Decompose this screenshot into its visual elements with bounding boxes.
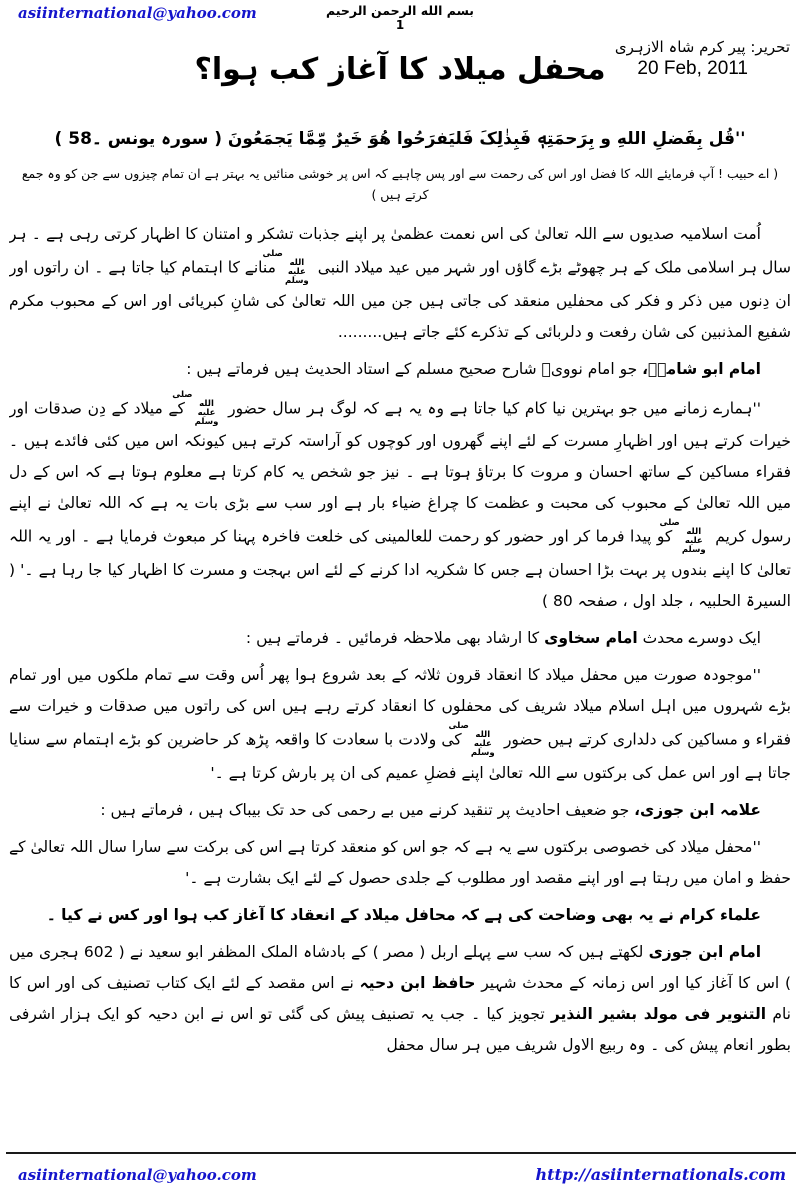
header-email-link[interactable]: asiinternational@yahoo.com [18,4,257,22]
header-row [0,36,800,108]
verse-reference: ( سورہ یونس ۔58 ) [54,129,222,149]
page-title: محفل میلاد کا آغاز کب ہوا؟ [194,52,606,87]
verse-arabic-text: ''قُل بِفَضلِ اللهِ و بِرَحمَتِهٖ فَبِذٰلِکَ فَلیَفرَحُوا هُوَ خَیرٌ مِّمَّا یَجمَعُونَ [227,129,746,149]
footer-url-link[interactable]: http://asiinternationals.com [535,1165,786,1184]
quote-allama-ibn-jawzi: ''محفل میلاد کی خصوصی برکتوں سے یہ ہے کہ جو اس کو منعقد کرتا ہے اس کی برکت سے سارا سال اللہ تعالیٰ کے حفظ و امان میں رہتا ہے اور اپنے مقصد اور مطلوب کے جلدی حصول کے لئے ایک بشارت ہے ۔' [9,837,791,887]
footer-row [18,1165,786,1184]
quote-imam-abu-shama: ''ہمارے زمانے میں جو بہترین نیا کام کیا جاتا ہے وہ یہ ہے کہ لوگ ہر سال حضور صلى الله عليه وسلم کے میلاد کے دِن صدقات اور خیرات کرتے ہیں اور اظہارِ مسرت کے لئے اپنے گھروں اور کوچوں کو آراستہ کرتے ہیں کیونکہ اس میں کئی فائدے ہیں ۔ فقراء مساکین کے ساتھ احسان و مروت کا برتاؤ ہوتا ہے ۔ نیز جو شخص یہ کام کرتا ہے معلوم ہوتا ہے کہ اس کے دل میں اللہ تعالیٰ کے محبوب کی محبت و عظمت کا چراغ ضیاء بار ہے اور سب سے بڑی بات یہ ہے کہ اللہ تعالیٰ نے اپنے رسول کریم صلى الله عليه وسلم کو پیدا فرما کر اور حضور کو رحمت للعالمینی کی خلعت فاخرہ پہنا کر مبعوث فرمایا ہے ۔ اور یہ اللہ تعالیٰ کا اپنے بندوں پر بہت بڑا احسان ہے جس کا شکریہ ادا کرنے کے لئے اس بہجت و مسرت کا اظہار کیا جا رہا ہے ۔' ( السیرۃ الحلبیہ ، جلد اول ، صفحہ 80 ) [9,389,791,611]
page-number: 1 [395,18,405,32]
heading-imam-sakhawi: ایک دوسرے محدث امام سخاوی کا ارشاد بھی ملاحظہ فرمائیں ۔ فرماتے ہیں : [245,629,761,648]
bismillah-text: بسم الله الرحمن الرحيم [326,3,474,18]
quran-verse [20,124,780,155]
statement-ulama-kiram: علماء کرام نے یہ بھی وضاحت کی ہے کہ محافل میلاد کے انعقاد کا آغاز کب ہوا اور کس نے کیا ۔ [46,905,761,924]
verse-translation: ( اے حبیب ! آپ فرمایئے اللہ کا فضل اور اس کی رحمت سے اور پس چاہیے کہ اس پر خوشی منائیں یہ بہتر ہے ان تمام چیزوں سے جن کو وہ جمع کرتے ہیں ) [21,165,779,202]
top-band [0,0,800,34]
date-text: 20 Feb, 2011 [637,58,748,79]
footer-divider [6,1152,796,1154]
heading-allama-ibn-jawzi: علامہ ابن جوزی، جو ضعیف احادیث پر تنقید کرنے میں بے رحمی کی حد تک بیباک ہیں ، فرماتے ہیں : [100,800,761,819]
document-body [9,219,791,1167]
author-block [615,38,790,80]
author-byline: تحریر: پیر کرم شاہ الازہری [614,38,790,56]
quote-imam-sakhawi: ''موجودہ صورت میں محفل میلاد کا انعقاد قرون ثلاثہ کے بعد شروع ہوا پھر اُس وقت سے تمام ملکوں میں اور تمام بڑے شہروں میں اہل اسلام میلاد شریف کی محفلوں کا انعقاد کرتے رہے ہیں اس کی راتوں میں صدقات و خیرات سے فقراء و مساکین کی دلداری کرتے ہیں حضور صلى الله عليه وسلم کی ولادت با سعادت کا واقعہ پڑھ کر حاضرین کو بڑے اہتمام سے سنایا جاتا ہے اور اس عمل کی برکتوں سے اللہ تعالیٰ اپنے فضلِ عمیم کی ان پر بارش کرتا ہے ۔' [9,666,791,782]
heading-imam-abu-shama: امام ابو شامہؒ، جو امام نوویؒ شارح صحیح مسلم کے استاد الحدیث ہیں فرماتے ہیں : [186,359,761,378]
footer-email-link[interactable]: asiinternational@yahoo.com [18,1166,257,1184]
paragraph-intro: اُمت اسلامیہ صدیوں سے اللہ تعالیٰ کی اس نعمت عظمیٰ پر اپنے جذبات تشکر و امتنان کا اظہار کرتی رہی ہے ۔ ہر سال ہر اسلامی ملک کے ہر چھوٹے بڑے گاؤں اور شہر میں عید میلاد النبی صلى الله عليه وسلم منانے کا اہتمام کیا جاتا ہے ۔ ان راتوں اور ان دِنوں میں ذکر و فکر کی محفلیں منعقد کی جاتی ہیں جن میں اللہ تعالیٰ کی شانِ کبریائی اور اس کے محبوب مکرم شفیع المذنبین کی شان رفعت و دلربائی کے تذکرے کئے جاتے ہیں......... [9,225,791,341]
paragraph-ibn-jawzi-history: امام ابن جوزی لکھتے ہیں کہ سب سے پہلے اربل ( مصر ) کے بادشاہ الملک المظفر ابو سعید نے ( 602 ہجری میں ) اس کا آغاز کیا اور اس زمانہ کے محدث شہیر حافظ ابن دحیہ نے اس مقصد کے لئے ایک کتاب تصنیف کی اور اس کا نام التنویر فی مولد بشیر النذیر تجویز کیا ۔ جب یہ تصنیف پیش کی گئی تو اس نے ابن دحیہ کو ایک ہزار اشرفی بطور انعام پیش کی ۔ وہ ربیع الاول شریف میں ہر سال محفل [9,942,791,1054]
